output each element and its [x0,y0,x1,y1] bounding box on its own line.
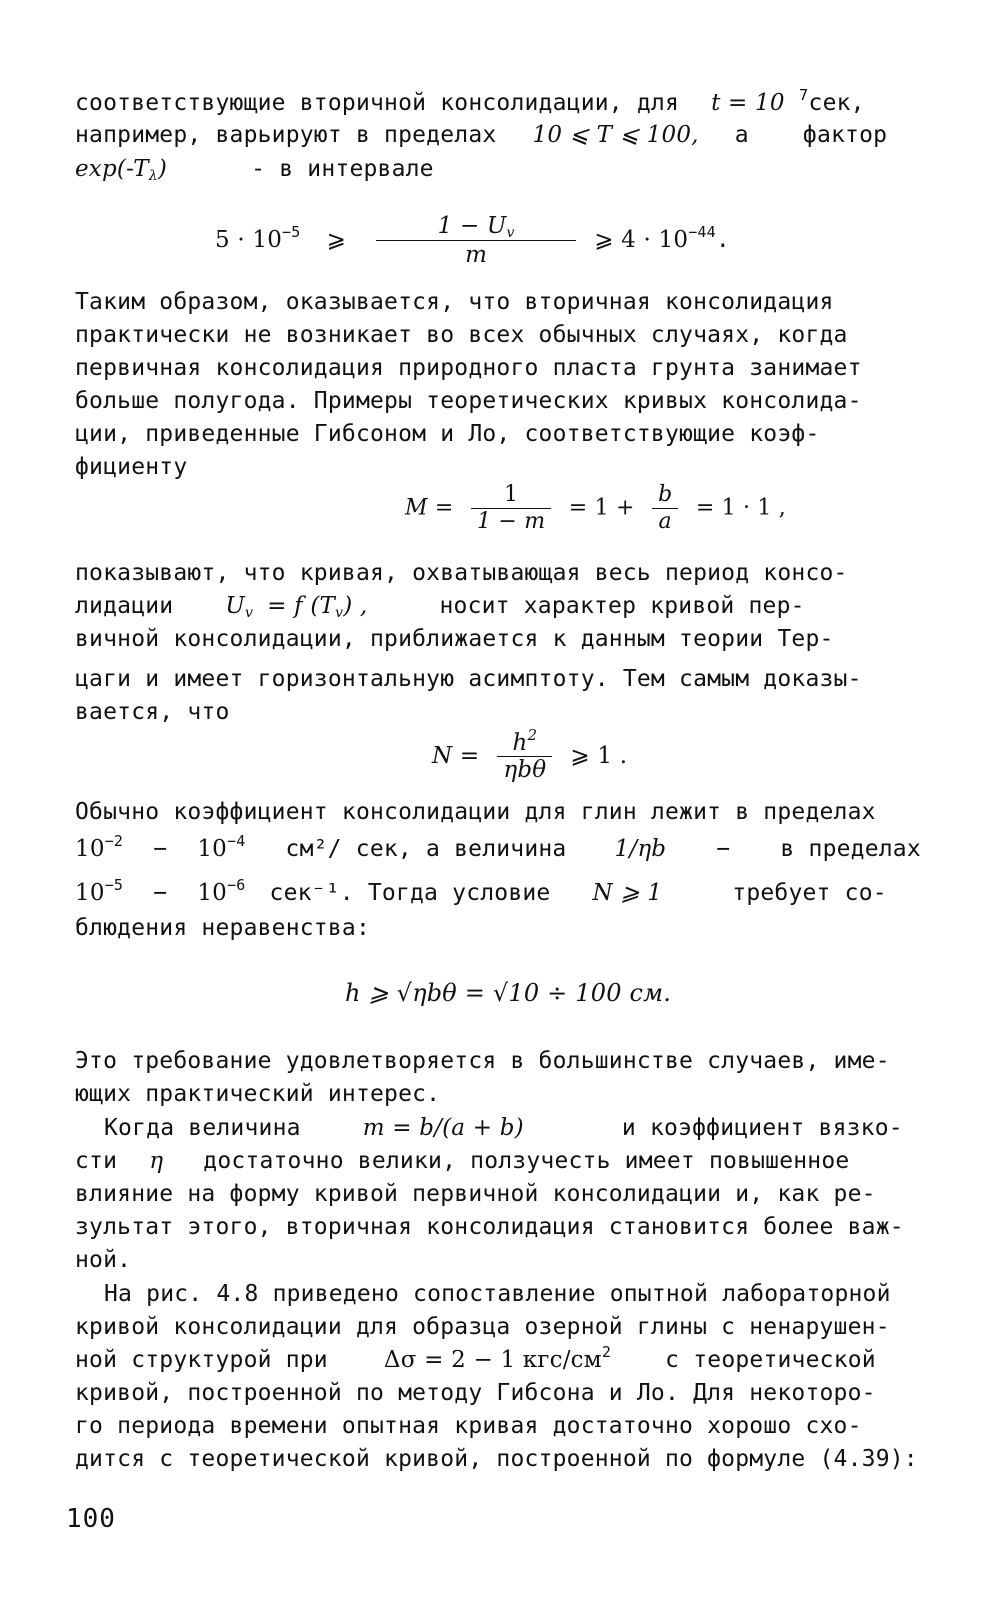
formula-part: 10 [197,880,227,906]
formula-exp: ) [157,156,168,182]
formula-exponent: −44 [688,223,716,241]
text-segment: достаточно велики, ползучесть имеет повышенное [203,1148,850,1174]
text-segment: см²/ сек, а величина [285,836,567,862]
formula-part: = 1 · 1 , [695,495,786,521]
formula-exponent: −5 [282,223,301,241]
formula-fraction [652,482,678,535]
fraction-denominator: m [376,240,576,269]
formula-part: 10 [75,836,105,862]
text-segment: лидации [75,593,174,619]
formula-eta: η [149,1148,164,1174]
formula-uv: U [225,593,245,619]
text-line: ющих практический интерес. [75,1081,441,1107]
formula-subscript: λ [148,168,158,184]
text-line [75,591,805,621]
formula-exponent: −4 [227,832,246,850]
text-line: На рис. 4.8 приведено сопоставление опытной лабораторной [104,1281,891,1307]
formula-t: t = 10 [711,90,785,116]
formula-fraction [497,726,552,783]
text-line: кривой, построенной по методу Гибсона и Ло. Для некоторо- [75,1380,876,1406]
formula-exponent: −5 [104,876,124,894]
formula-n-condition: N ⩾ 1 [592,880,663,906]
text-line: вается, что [75,699,230,725]
formula-exponent: −6 [227,876,246,894]
text-line: ции, приведенные Гибсоном и Ло, соответствующие коэф- [75,421,820,447]
text-segment: сек, [808,90,865,116]
text-segment: фактор [802,122,888,148]
formula-N [432,726,628,783]
text-line: ной. [75,1247,132,1273]
formula-part: − [153,836,168,862]
text-line: блюдения неравенства: [75,915,370,941]
formula-uv: ) , [343,593,368,619]
text-line: больше полугода. Примеры теоретических кривых консолида- [75,388,862,414]
text-segment: и коэффициент вязко- [621,1115,903,1141]
text-line: кривой консолидации для образца озерной глины с ненарушен- [75,1314,890,1340]
text-segment: а [734,122,749,148]
text-line: показывают, что кривая, охватывающая весь период консо- [75,560,848,586]
formula-subscript: v [335,605,344,621]
formula-exponent: 2 [601,1343,612,1361]
formula-part: M = [405,495,454,521]
formula-part: − [153,880,168,906]
text-line [75,1146,849,1176]
text-segment: в пределах [780,836,921,862]
text-line: влияние на форму кривой первичной консолидации и, как ре- [75,1181,876,1207]
formula-part: . [715,227,730,253]
formula-inequality [215,212,730,269]
text-segment: сек⁻¹. Тогда условие [269,880,551,906]
formula-exponent: 7 [798,86,809,104]
formula-part: 5 · 10 [215,227,283,253]
formula-fraction [376,212,576,269]
text-line: дится с теоретической кривой, построенной по формуле (4.39): [75,1446,918,1472]
text-segment: Когда величина [104,1115,301,1141]
text-line [75,878,887,908]
text-line: первичная консолидация природного пласта грунта занимает [75,355,862,381]
formula-t-range: 10 ⩽ T ⩽ 100, [532,122,699,148]
text-line [75,1345,876,1375]
text-line: Обычно коэффициент консолидации для глин лежит в пределах [75,799,876,825]
formula-uv: = f (T [267,593,336,619]
formula-m: m = b/(a + b) [362,1115,524,1141]
formula-fraction [471,482,551,535]
text-segment: - в интервале [251,156,434,182]
text-segment: носит характер кривой пер- [439,593,805,619]
formula-exp: exp(-T [75,156,149,182]
formula-part: = 1 + [568,495,635,521]
formula-part: ⩾ [326,227,347,253]
text-line: го периода времени опытная кривая достаточно хорошо схо- [75,1413,862,1439]
formula-inv-eta-b: 1/ηb [614,836,667,862]
text-line: Таким образом, оказывается, что вторичная консолидация [75,289,834,315]
formula-part: ⩾ 1 . [570,743,628,769]
formula-M [405,482,786,535]
text-segment: требует со- [732,880,887,906]
text-line: зультат этого, вторичная консолидация становится более важ- [75,1214,904,1240]
fraction-numerator: h [512,730,528,756]
fraction-denominator: 1 − m [471,508,551,535]
text-line: практически не возникает во всех обычных случаях, когда [75,322,848,348]
fraction-denominator: ηbθ [497,756,552,783]
page-number: 100 [66,1504,116,1534]
formula-part: N = [432,743,480,769]
text-segment: с теоретической [665,1347,876,1373]
text-segment: − [716,836,731,862]
text-segment: например, варьируют в пределах [75,122,497,148]
formula-h: h ⩾ √ηbθ = √10 ÷ 100 см. [345,979,672,1007]
text-line: фициенту [75,454,188,480]
text-segment: соответствующие вторичной консолидации, для [75,90,680,116]
formula-subscript: v [245,605,254,621]
text-line [75,154,434,184]
text-line [75,88,865,118]
formula-part: ⩾ 4 · 10 [594,227,689,253]
text-segment: ной структурой при [75,1347,328,1373]
text-line: Это требование удовлетворяется в большинстве случаев, име- [75,1048,890,1074]
fraction-numerator: 1 [504,482,519,507]
text-line [75,120,887,150]
formula-subscript: v [506,225,515,241]
formula-delta-sigma: Δσ = 2 − 1 кгс/см [383,1347,602,1373]
formula-part: 10 [197,836,227,862]
text-line: вичной консолидации, приближается к данным теории Тер- [75,626,834,652]
formula-exponent: 2 [527,726,538,744]
text-line: цаги и имеет горизонтальную асимптоту. Тем самым доказы- [75,666,862,692]
fraction-numerator: b [658,482,673,507]
text-line [104,1113,903,1143]
text-segment: сти [75,1148,118,1174]
formula-part: 10 [75,880,105,906]
fraction-denominator: a [652,508,678,535]
fraction-numerator: 1 − U [437,213,507,239]
text-line [75,834,921,864]
formula-exponent: −2 [104,832,124,850]
